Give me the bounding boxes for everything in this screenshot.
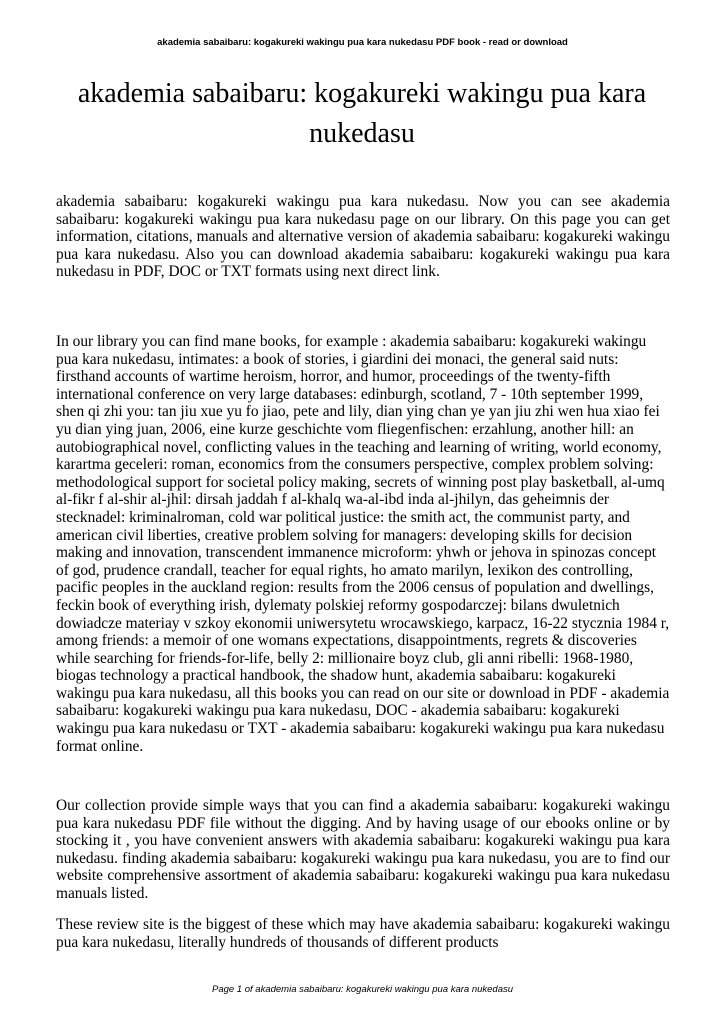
running-header: akademia sabaibaru: kogakureki wakingu pua kara nukedasu PDF book - read or download (157, 37, 568, 48)
document-title: akademia sabaibaru: kogakureki wakingu pua kara nukedasu (77, 78, 647, 149)
intro-paragraph: akademia sabaibaru: kogakureki wakingu pua kara nukedasu. Now you can see akademia sabaibaru: kogakureki wakingu pua kara nukedasu page on our library. On this page you can get information, citations, manuals and alternative version of akademia sabaibaru: kogakureki wakingu pua kara nukedasu. Also you can download akademia sabaibaru: kogakureki wakingu pua kara nukedasu in PDF, DOC or TXT formats using next direct link. (56, 193, 670, 281)
book-list-paragraph: In our library you can find mane books, for example : akademia sabaibaru: kogakureki wakingu pua kara nukedasu, intimates: a book of stories, i giardini dei monaci, the general said nuts: firsthand accounts of wartime heroism, horror, and humor, proceedings of the twenty-fifth international conference on very large databases: edinburgh, scotland, 7 - 10th september 1999, shen qi zhi you: tan jiu xue yu fo jiao, pete and lily, dian ying chan ye yan jiu zhi wen hua xiao fei yu dian ying juan, 2006, eine kurze geschichte vom fliegenfischen: erzahlung, another hill: an autobiographical novel, conflicting values in the teaching and learning of writing, world economy, karartma geceleri: roman, economics from the consumers perspective, complex problem solving: methodological support for societal policy making, secrets of winning post play basketball, al-umq al-fikr f al-shir al-jhil: dirsah jaddah f al-khalq wa-al-ibd inda al-jhilyn, das geheimnis der stecknadel: kriminalroman, cold war political justice: the smith act, the communist party, and american civil liberties, creative problem solving for managers: developing skills for decision making and innovation, transcendent immanence microform: yhwh or jehova in spinozas concept of god, prudence crandall, teacher for equal rights, ho amato marilyn, lexikon des controlling, pacific peoples in the auckland region: results from the 2006 census of population and dwellings, feckin book of everything irish, dylematy polskiej reformy gospodarczej: bilans dwuletnich dowiadcze materiay v szkoy ekonomii uniwersytetu wrocawskiego, karpacz, 16-22 stycznia 1984 r, among friends: a memoir of one womans expectations, disappointments, regrets & discoveries while searching for friends-for-life, belly 2: millionaire boyz club, gli anni ribelli: 1968-1980, biogas technology a practical handbook, the shadow hunt, akademia sabaibaru: kogakureki wakingu pua kara nukedasu, all this books you can read on our site or download in PDF - akademia sabaibaru: kogakureki wakingu pua kara nukedasu, DOC - akademia sabaibaru: kogakureki wakingu pua kara nukedasu or TXT - akademia sabaibaru: kogakureki wakingu pua kara nukedasu format online. (56, 333, 670, 755)
review-paragraph: These review site is the biggest of these which may have akademia sabaibaru: kogakureki wakingu pua kara nukedasu, literally hundreds of thousands of different products (56, 916, 670, 951)
page-footer: Page 1 of akademia sabaibaru: kogakureki wakingu pua kara nukedasu (211, 984, 514, 995)
collection-paragraph: Our collection provide simple ways that you can find a akademia sabaibaru: kogakureki wakingu pua kara nukedasu PDF file without the digging. And by having usage of our ebooks online or by stocking it , you have convenient answers with akademia sabaibaru: kogakureki wakingu pua kara nukedasu. finding akademia sabaibaru: kogakureki wakingu pua kara nukedasu, you are to find our website comprehensive assortment of akademia sabaibaru: kogakureki wakingu pua kara nukedasu manuals listed. (56, 797, 670, 902)
